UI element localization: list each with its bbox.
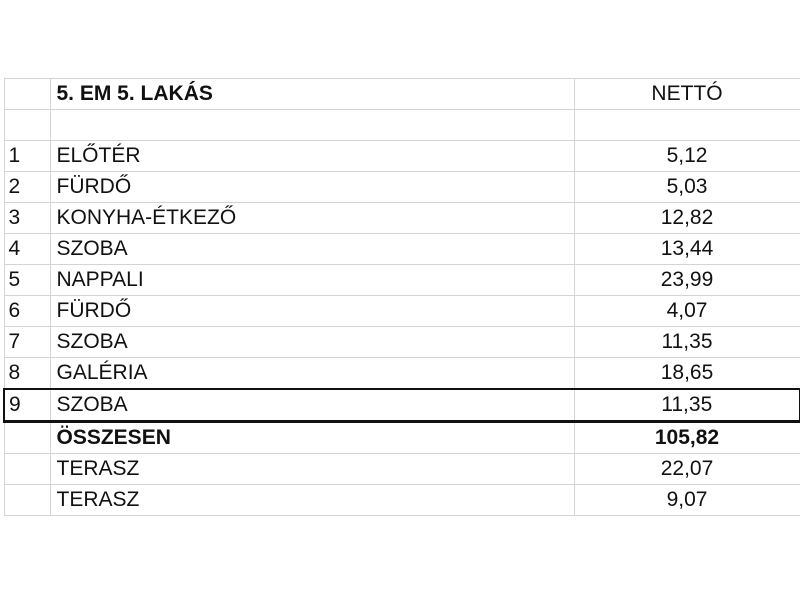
table-cell[interactable] bbox=[574, 110, 800, 141]
room-number[interactable]: 8 bbox=[4, 358, 50, 390]
room-number[interactable]: 5 bbox=[4, 265, 50, 296]
room-name[interactable]: FÜRDŐ bbox=[50, 296, 574, 327]
terrace-name[interactable]: TERASZ bbox=[50, 485, 574, 516]
room-name[interactable]: KONYHA-ÉTKEZŐ bbox=[50, 203, 574, 234]
room-name[interactable]: SZOBA bbox=[50, 327, 574, 358]
total-row bbox=[4, 422, 800, 454]
room-number[interactable]: 9 bbox=[4, 389, 50, 422]
table-cell[interactable] bbox=[4, 454, 50, 485]
room-number[interactable]: 3 bbox=[4, 203, 50, 234]
room-area[interactable]: 5,12 bbox=[574, 141, 800, 172]
room-area[interactable]: 4,07 bbox=[574, 296, 800, 327]
table-cell[interactable] bbox=[50, 110, 574, 141]
net-area-column-header[interactable]: NETTÓ bbox=[574, 79, 800, 110]
empty-row bbox=[4, 110, 800, 141]
room-number[interactable]: 2 bbox=[4, 172, 50, 203]
room-name[interactable]: NAPPALI bbox=[50, 265, 574, 296]
room-name[interactable]: SZOBA bbox=[50, 389, 574, 422]
room-area[interactable]: 13,44 bbox=[574, 234, 800, 265]
table-row bbox=[4, 265, 800, 296]
terrace-area[interactable]: 22,07 bbox=[574, 454, 800, 485]
header-row bbox=[4, 79, 800, 110]
room-number[interactable]: 6 bbox=[4, 296, 50, 327]
terrace-row bbox=[4, 454, 800, 485]
total-label[interactable]: ÖSSZESEN bbox=[50, 422, 574, 454]
apartment-title[interactable]: 5. EM 5. LAKÁS bbox=[50, 79, 574, 110]
table-row bbox=[4, 172, 800, 203]
room-area[interactable]: 12,82 bbox=[574, 203, 800, 234]
table-cell[interactable] bbox=[4, 79, 50, 110]
room-area[interactable]: 11,35 bbox=[574, 389, 800, 422]
room-area[interactable]: 23,99 bbox=[574, 265, 800, 296]
table-row bbox=[4, 389, 800, 422]
terrace-area[interactable]: 9,07 bbox=[574, 485, 800, 516]
room-name[interactable]: GALÉRIA bbox=[50, 358, 574, 390]
table-row bbox=[4, 141, 800, 172]
terrace-name[interactable]: TERASZ bbox=[50, 454, 574, 485]
table-row bbox=[4, 327, 800, 358]
room-area[interactable]: 11,35 bbox=[574, 327, 800, 358]
room-name[interactable]: FÜRDŐ bbox=[50, 172, 574, 203]
room-area[interactable]: 5,03 bbox=[574, 172, 800, 203]
room-number[interactable]: 1 bbox=[4, 141, 50, 172]
terrace-row bbox=[4, 485, 800, 516]
total-value[interactable]: 105,82 bbox=[574, 422, 800, 454]
table-row bbox=[4, 358, 800, 390]
room-area-table bbox=[3, 78, 800, 516]
table-cell[interactable] bbox=[4, 485, 50, 516]
room-name[interactable]: ELŐTÉR bbox=[50, 141, 574, 172]
table-cell[interactable] bbox=[4, 110, 50, 141]
room-number[interactable]: 4 bbox=[4, 234, 50, 265]
room-number[interactable]: 7 bbox=[4, 327, 50, 358]
room-name[interactable]: SZOBA bbox=[50, 234, 574, 265]
table-row bbox=[4, 234, 800, 265]
table-cell[interactable] bbox=[4, 422, 50, 454]
table-row bbox=[4, 296, 800, 327]
room-area[interactable]: 18,65 bbox=[574, 358, 800, 390]
table-row bbox=[4, 203, 800, 234]
